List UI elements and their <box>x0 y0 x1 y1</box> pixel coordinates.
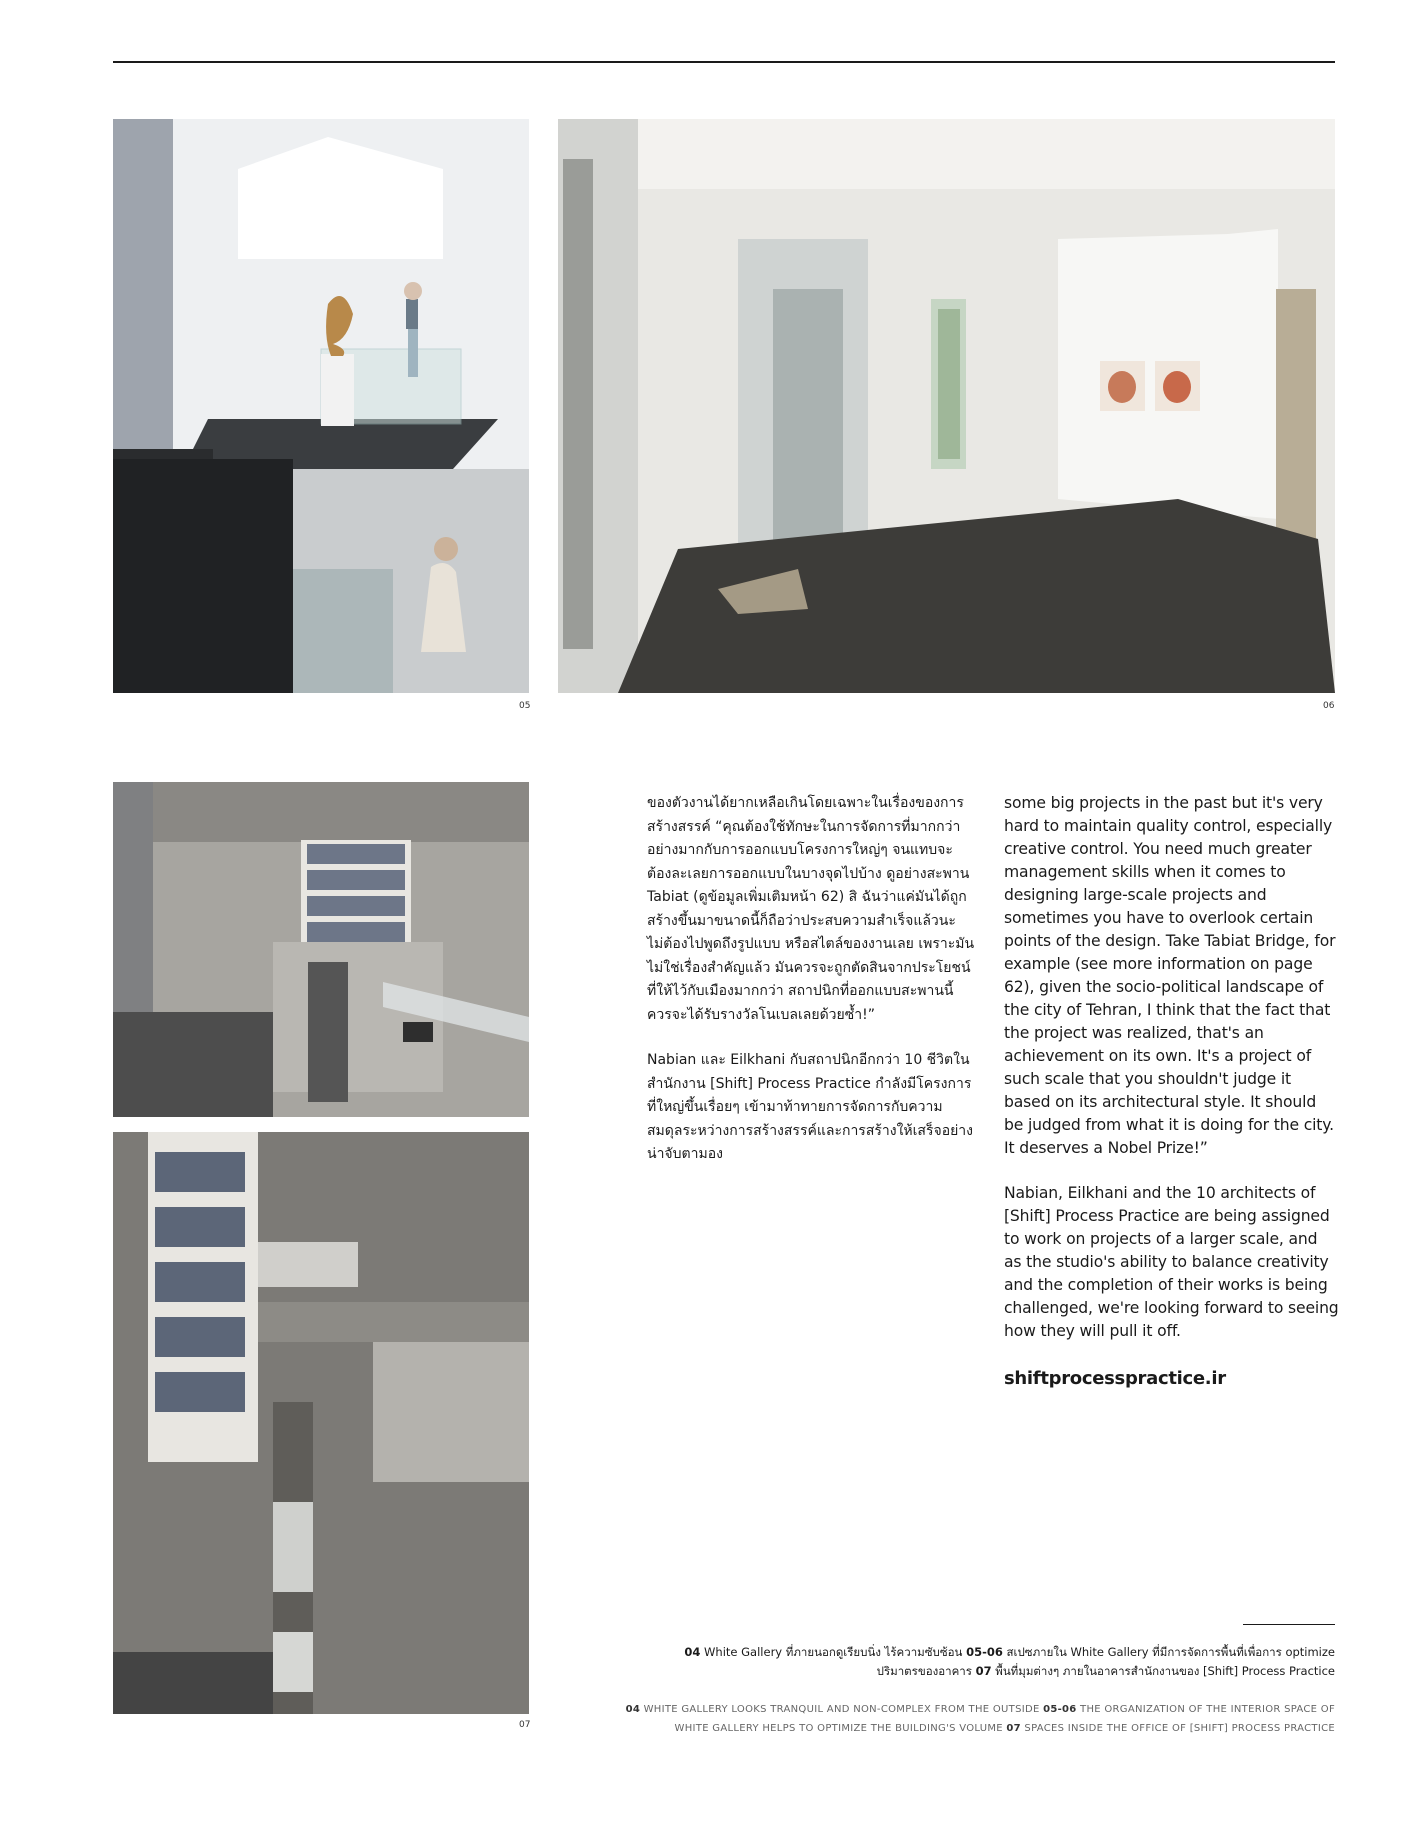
english-paragraph-2: Nabian, Eilkhani and the 10 architects of [Shift] Process Practice are being assigned to work on projects of a larger scale, and as the studio's ability to balance creativity and the completion of their works is being challenged, we're looking forward to seeing how they will pull it off. <box>1004 1184 1339 1340</box>
caption-rule <box>1243 1624 1335 1625</box>
caption-thai-num-04: 04 <box>684 1645 701 1659</box>
caption-thai-text-07: พื้นที่มุมต่างๆ ภายในอาคารสำนักงานของ [Shift] Process Practice <box>991 1664 1335 1678</box>
photo-number-05: 05 <box>519 701 531 711</box>
photo-number-07: 07 <box>519 1720 531 1730</box>
thai-paragraph-2: Nabian และ Eilkhani กับสถาปนิกอีกกว่า 10 ชีวิตในสำนักงาน [Shift] Process Practice กำลังมีโครงการที่ใหญ่ขึ้นเรื่อยๆ เข้ามาท้าทายการจัดการกับความสมดุลระหว่างการสร้างสรรค์และการสร้างให้เสร็จอย่างน่าจับตามอง <box>647 1052 974 1162</box>
caption-english-text-04: WHITE GALLERY LOOKS TRANQUIL AND NON-COMPLEX FROM THE OUTSIDE <box>640 1704 1044 1715</box>
caption-english-num-07: 07 <box>1006 1723 1021 1734</box>
english-paragraph-1: some big projects in the past but it's very hard to maintain quality control, especially creative control. You need much greater management skills when it comes to designing large-scale projects and sometimes you have to overlook certain points of the design. Take Tabiat Bridge, for example (see more information on page 62), given the socio-political landscape of the city of Tehran, I think that the fact that the project was realized, that's an achievement on its own. It's a project of such scale that you shouldn't judge it based on its architectural style. It should be judged from what it is doing for the city. It deserves a Nobel Prize!” <box>1004 794 1336 1157</box>
caption-english <box>615 1700 1335 1738</box>
caption-thai-text-05-06: สเปซภายใน White Gallery ที่มีการจัดการพื้นที่เพื่อการ optimize ปริมาตรของอาคาร <box>876 1645 1335 1678</box>
caption-english-text-07: SPACES INSIDE THE OFFICE OF [SHIFT] PROCESS PRACTICE <box>1020 1723 1335 1734</box>
caption-english-text-05-06: THE ORGANIZATION OF THE INTERIOR SPACE OF WHITE GALLERY HELPS TO OPTIMIZE THE BUILDING'S VOLUME <box>674 1704 1335 1734</box>
website-link[interactable]: shiftprocesspractice.ir <box>1004 1368 1226 1389</box>
photo-07 <box>113 782 529 1714</box>
body-text-english <box>1004 792 1339 1390</box>
caption-thai <box>655 1643 1335 1681</box>
body-text-thai <box>647 792 975 1189</box>
caption-thai-text-04: White Gallery ที่ภายนอกดูเรียบนิ่ง ไร้ความซับซ้อน <box>700 1645 967 1659</box>
caption-thai-num-05-06: 05-06 <box>966 1645 1003 1659</box>
top-rule <box>113 61 1335 63</box>
photo-05 <box>113 119 529 693</box>
caption-thai-num-07: 07 <box>975 1664 992 1678</box>
caption-english-num-05-06: 05-06 <box>1043 1704 1077 1715</box>
photo-number-06: 06 <box>1323 701 1335 711</box>
photo-06 <box>558 119 1335 693</box>
thai-paragraph-1: ของตัวงานได้ยากเหลือเกินโดยเฉพาะในเรื่องของการสร้างสรรค์ “คุณต้องใช้ทักษะในการจัดการที่มากกว่าอย่างมากกับการออกแบบโครงการใหญ่ๆ จนแทบจะต้องละเลยการออกแบบในบางจุดไปบ้าง ดูอย่างสะพาน Tabiat (ดูข้อมูลเพิ่มเติมหน้า 62) สิ ฉันว่าแค่มันได้ถูกสร้างขึ้นมาขนาดนี้ก็ถือว่าประสบความสำเร็จแล้วนะ ไม่ต้องไปพูดถึงรูปแบบ หรือสไตล์ของงานเลย เพราะมันไม่ใช่เรื่องสำคัญแล้ว มันควรจะถูกตัดสินจากประโยชน์ที่ให้ไว้กับเมืองมากกว่า สถาปนิกที่ออกแบบสะพานนี้ควรจะได้รับรางวัลโนเบลเลยด้วยซ้ำ!” <box>647 795 975 1023</box>
caption-english-num-04: 04 <box>625 1704 641 1715</box>
